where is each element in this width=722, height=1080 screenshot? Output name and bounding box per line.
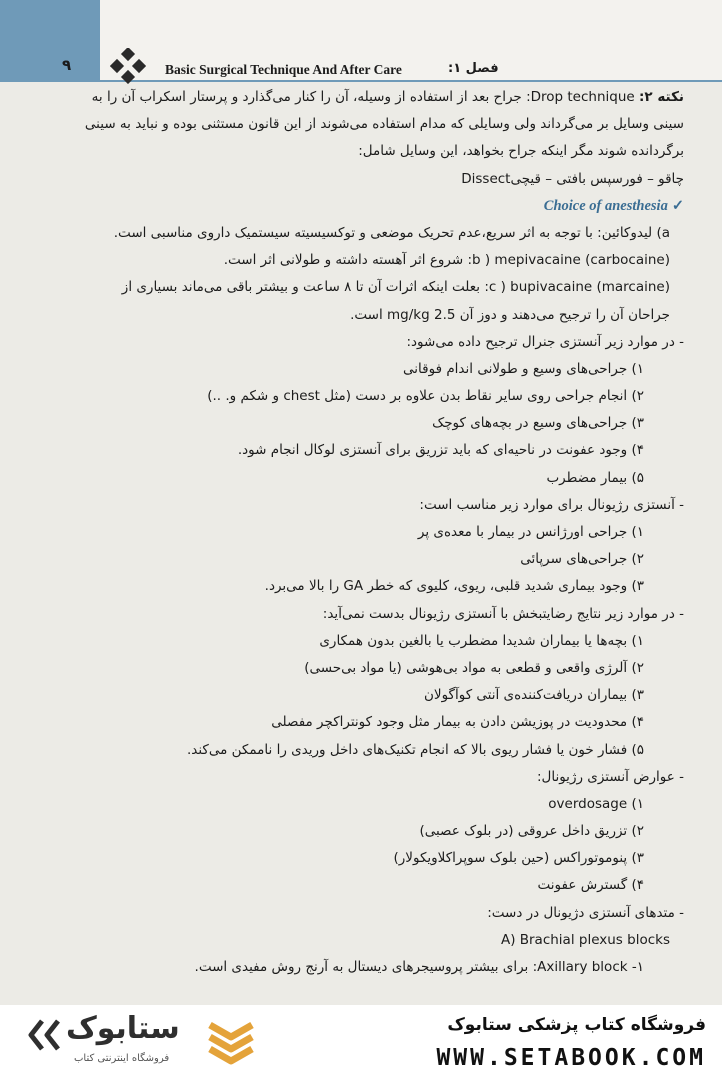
section-heading-text: Choice of anesthesia <box>543 197 668 214</box>
paragraph-line: - عوارض آنستزی رژیونال: <box>536 768 684 785</box>
list-item: ۱) جراحی اورژانس در بیمار با معده‌ی پر <box>417 524 644 540</box>
store-footer-banner <box>0 1005 722 1080</box>
paragraph-line: - در موارد زیر آنستزی جنرال ترجیح داده می‌شود: <box>406 333 684 350</box>
chapter-label-persian: فصل ۱: <box>448 61 499 76</box>
list-item: ۲) جراحی‌های سرپائی <box>520 551 644 568</box>
list-item: ۱- Axillary block: برای بیشتر پروسیجرهای دیستال به آرنج روش مفیدی است. <box>194 959 644 975</box>
list-item: ۲) آلرژی واقعی و قطعی به مواد بی‌هوشی (یا مواد بی‌حسی) <box>304 659 644 676</box>
stacked-chevrons-logo-icon <box>206 1021 256 1065</box>
list-item: ۱) بچه‌ها یا بیماران شدیدا مضطرب یا بالغین بدون همکاری <box>319 632 644 649</box>
list-item: c ) bupivacaine (marcaine): بعلت اینکه اثرات آن تا ۸ ساعت و بیشتر باقی می‌ماند بسیاری از <box>121 279 670 296</box>
list-item: ۳) پنوموتوراکس (حین بلوک سوپراکلاویکولار) <box>393 850 644 867</box>
section-heading <box>24 193 684 220</box>
page-number: ۹ <box>62 56 72 74</box>
paragraph-line: برگردانده شوند مگر اینکه جراح بخواهد، این وسایل شامل: <box>358 143 684 160</box>
list-item: ۱) overdosage <box>548 795 644 812</box>
store-logo-subtitle: فروشگاه اینترنتی کتاب <box>74 1053 170 1064</box>
checkmark-icon: ✓ <box>671 197 684 214</box>
paragraph-line: سینی وسایل بر می‌گرداند ولی وسایلی که مدام استفاده می‌شوند از این قانون مستثنی بوده و نباید به سینی <box>84 116 684 133</box>
list-item: ۴) محدودیت در پوزیشن دادن به بیمار مثل وجود کونتراکچر مفصلی <box>271 714 644 731</box>
list-item: ۵) بیمار مضطرب <box>546 469 644 486</box>
paragraph-line: چاقو – فورسپس بافتی – قیچیDissect <box>461 170 684 187</box>
header-rule <box>100 80 722 82</box>
list-item: A) Brachial plexus blocks <box>500 931 670 948</box>
list-item: ۲) تزریق داخل عروقی (در بلوک عصبی) <box>419 823 644 840</box>
diamond-ornament-icon <box>110 48 146 84</box>
note-paragraph-line <box>24 84 684 111</box>
list-item: ۳) جراحی‌های وسیع در بچه‌های کوچک <box>432 415 644 432</box>
page-body-text <box>24 84 684 981</box>
shop-url-link[interactable]: WWW.SETABOOK.COM <box>436 1045 706 1071</box>
note-label: نکته ۲: <box>639 89 684 105</box>
note-text: Drop technique: جراح بعد از استفاده از وسیله، آن را کنار می‌گذارد و پرستار اسکراب آن را به <box>91 89 640 105</box>
store-logo-text: ستابوک <box>66 1011 180 1046</box>
list-item: ۲) انجام جراحی روی سایر نقاط بدن علاوه بر دست (مثل chest و شکم و. ..) <box>207 388 644 405</box>
list-item: جراحان آن را ترجیح می‌دهند و دوز آن 2.5 mg/kg است. <box>350 306 670 323</box>
header-color-block <box>0 0 100 82</box>
list-item: b ) mepivacaine (carbocaine): شروع اثر آهسته داشته و طولانی اثر است. <box>223 252 670 269</box>
shop-name: فروشگاه کتاب پزشکی ستابوک <box>447 1015 706 1035</box>
list-item: ۳) وجود بیماری شدید قلبی، ریوی، کلیوی که خطر GA را بالا می‌برد. <box>264 578 644 595</box>
paragraph-line: - در موارد زیر نتایج رضایتبخش با آنستزی رژیونال بدست نمی‌آید: <box>322 605 684 622</box>
list-item: ۱) جراحی‌های وسیع و طولانی اندام فوقانی <box>403 360 644 377</box>
list-item: a) لیدوکائین: با توجه به اثر سریع،عدم تحریک موضعی و توکسیسیته سیستمیک داروی مناسبی است. <box>113 224 670 241</box>
list-item: ۳) بیماران دریافت‌کننده‌ی آنتی کوآگولان <box>423 687 644 704</box>
paragraph-line: - آنستزی رژیونال برای موارد زیر مناسب است: <box>419 496 684 513</box>
list-item: ۴) وجود عفونت در ناحیه‌ای که باید تزریق برای آنستزی لوکال انجام شود. <box>237 442 644 459</box>
double-chevron-left-icon <box>28 1017 62 1053</box>
chapter-title-english: Basic Surgical Technique And After Care <box>165 62 402 77</box>
list-item: ۵) فشار خون یا فشار ریوی بالا که انجام تکنیک‌های داخل وریدی را ناممکن می‌کند. <box>186 741 644 758</box>
list-item: ۴) گسترش عفونت <box>537 877 644 894</box>
paragraph-line: - متدهای آنستزی دژیونال در دست: <box>487 904 684 921</box>
